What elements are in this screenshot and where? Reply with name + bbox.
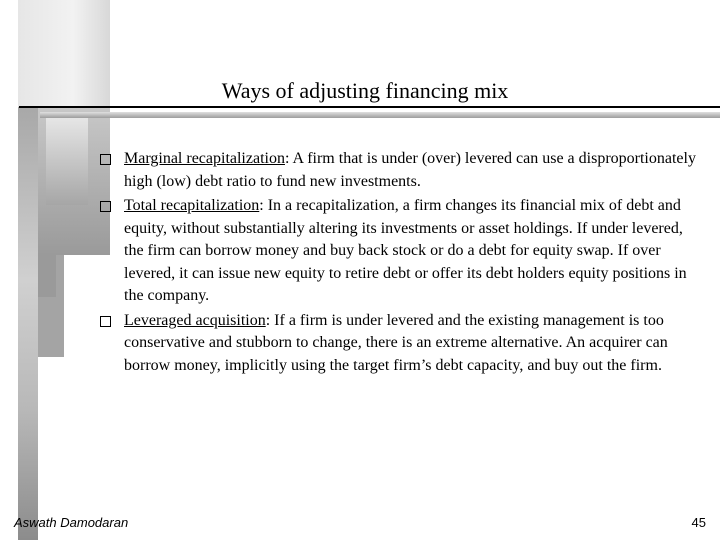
bullet-text: : A firm that is under (over) levered can use a disproportionately high (low) debt ratio to fund new investments. xyxy=(124,150,696,190)
square-bullet-icon xyxy=(100,316,111,327)
list-item xyxy=(100,310,700,378)
bullet-term: Total recapitalization xyxy=(124,197,260,214)
square-bullet-icon xyxy=(100,154,111,165)
bullet-text: : In a recapitalization, a firm changes its financial mix of debt and equity, without substantially altering its investments or asset holdings. If under levered, the firm can borrow money and buy back stock or do a debt for equity swap. If over levered, it can issue new equity to retire debt or offer its debt holders equity positions in the company. xyxy=(124,197,687,304)
bullet-term: Leveraged acquisition xyxy=(124,311,266,329)
bullet-list xyxy=(100,148,700,379)
square-bullet-icon xyxy=(100,201,111,212)
slide-title: Ways of adjusting financing mix xyxy=(221,78,509,103)
bullet-term: Marginal recapitalization xyxy=(124,150,285,167)
bullet-text: : If a firm is under levered and the existing management is too conservative and stubborn to change, there is an extreme alternative. An acquirer can borrow money, implicitly using the target firm’s debt capacity, and buy out the firm. xyxy=(124,311,668,374)
footer-author: Aswath Damodaran xyxy=(14,515,129,530)
page-number: 45 xyxy=(691,515,706,530)
list-item xyxy=(100,195,700,308)
title-shadow-bar xyxy=(40,112,720,118)
list-item xyxy=(100,148,700,193)
decorative-bar xyxy=(18,107,38,540)
decorative-block xyxy=(46,115,88,205)
title-rule xyxy=(19,106,720,108)
